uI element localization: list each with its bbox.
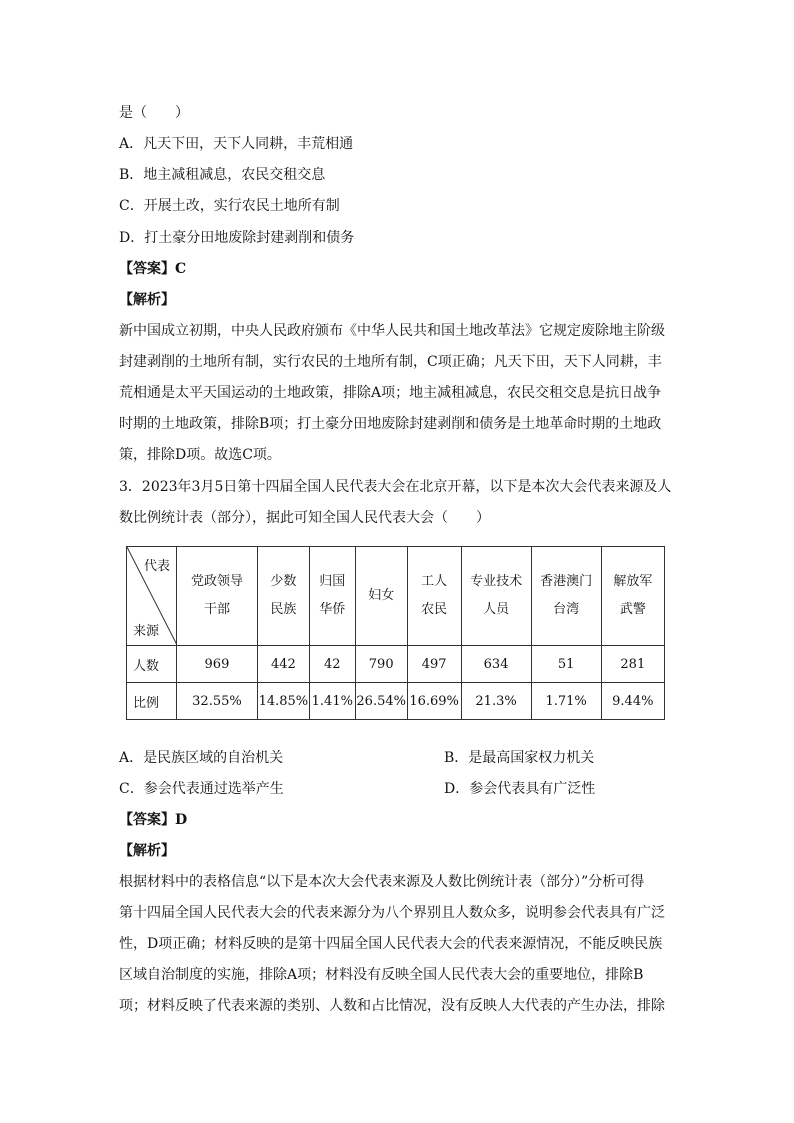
q3-analysis-line: 根据材料中的表格信息“以下是本次大会代表来源及人数比例统计表（部分）”分析可得: [119, 874, 645, 890]
header-cell: [461, 547, 531, 646]
q2-analysis-label: 【解析】: [119, 292, 175, 308]
table-cell: 14.85%: [257, 683, 309, 720]
q2-analysis-line: 策，排除D项。故选C项。: [119, 447, 281, 463]
q3-analysis-label: 【解析】: [119, 843, 175, 859]
q3-stem-line: 3．2023年3月5日第十四届全国人民代表大会在北京开幕，以下是本次大会代表来源及人: [119, 479, 672, 495]
q3-analysis-line: 项；材料反映了代表来源的类别、人数和占比情况，没有反映人大代表的产生办法，排除: [119, 998, 665, 1014]
table-cell: 26.54%: [355, 683, 407, 720]
q3-analysis-line: 第十四届全国人民代表大会的代表来源分为八个界别且人数众多，说明参会代表具有广泛: [119, 905, 665, 921]
q3-analysis-line: 性，D项正确；材料反映的是第十四届全国人民代表大会的代表来源情况，不能反映民族: [119, 936, 663, 952]
table-cell: 969: [176, 646, 257, 683]
q3-option-d: D．参会代表具有广泛性: [444, 781, 596, 797]
header-cell: [407, 547, 461, 646]
table-cell: 442: [257, 646, 309, 683]
row-label: 人数: [127, 646, 177, 683]
table-header-row: [127, 547, 665, 646]
table-cell: 42: [309, 646, 355, 683]
q2-option-c: C．开展土改，实行农民土地所有制: [119, 198, 340, 214]
q2-option-a: A．凡天下田，天下人同耕，丰荒相通: [119, 136, 354, 152]
q3-option-a: A．是民族区域的自治机关: [119, 750, 284, 766]
table-cell: 1.41%: [309, 683, 355, 720]
q2-analysis-line: 时期的土地政策，排除B项；打土豪分田地废除封建剥削和债务是土地革命时期的土地政: [119, 416, 662, 432]
header-text: 华侨: [319, 602, 346, 617]
q3-analysis: [119, 867, 679, 1022]
table-cell: 32.55%: [176, 683, 257, 720]
header-text: 解放军: [613, 574, 653, 589]
q2-answer: 【答案】C: [119, 261, 187, 277]
q2-option-b: B．地主减租减息，农民交租交息: [119, 167, 326, 183]
header-text: 工人: [421, 574, 448, 589]
header-cell: [531, 547, 601, 646]
table-cell: 51: [531, 646, 601, 683]
header-text: 干部: [203, 602, 230, 617]
q2-analysis: [119, 316, 679, 471]
header-text: 台湾: [553, 602, 580, 617]
header-text: 党政领导: [190, 574, 243, 589]
header-text: 农民: [421, 602, 448, 617]
table-cell: 21.3%: [461, 683, 531, 720]
q2-analysis-line: 荒相通是太平天国运动的土地政策，排除A项；地主减租减息，农民交租交息是抗日战争: [119, 385, 662, 401]
header-text: 民族: [270, 602, 297, 617]
q2-stem-tail: 是（ ）: [119, 105, 189, 121]
q2-analysis-line: 新中国成立初期，中央人民政府颁布《中华人民共和国土地改革法》它规定废除地主阶级: [119, 323, 665, 339]
table-cell: 497: [407, 646, 461, 683]
table-row: [127, 646, 665, 683]
q3-option-b: B．是最高国家权力机关: [444, 750, 595, 766]
corner-bottom-label: 来源: [133, 624, 160, 639]
q3-analysis-line: 区域自治制度的实施，排除A项；材料没有反映全国人民代表大会的重要地位，排除B: [119, 967, 644, 983]
table-cell: 16.69%: [407, 683, 461, 720]
corner-top-label: 代表: [143, 559, 170, 574]
header-cell: [257, 547, 309, 646]
table-corner-cell: [127, 547, 177, 646]
table-cell: 281: [601, 646, 664, 683]
table-cell: 790: [355, 646, 407, 683]
header-text: 妇女: [368, 588, 395, 603]
q3-answer: 【答案】D: [119, 812, 188, 828]
header-text: 专业技术: [470, 574, 523, 589]
header-cell: [601, 547, 664, 646]
q2-option-d: D．打土豪分田地废除封建剥削和债务: [119, 230, 355, 246]
header-text: 武警: [619, 602, 646, 617]
table-cell: 1.71%: [531, 683, 601, 720]
q3-option-c: C．参会代表通过选举产生: [119, 781, 284, 797]
row-label: 比例: [127, 683, 177, 720]
q3-stem-line: 数比例统计表（部分），据此可知全国人民代表大会（ ）: [119, 510, 490, 526]
header-cell: [176, 547, 257, 646]
header-cell: [355, 547, 407, 646]
header-text: 少数: [270, 574, 297, 589]
table-row: [127, 683, 665, 720]
header-cell: [309, 547, 355, 646]
table-cell: 634: [461, 646, 531, 683]
header-text: 香港澳门: [540, 574, 593, 589]
delegate-stats-table: [126, 546, 665, 720]
q2-analysis-line: 封建剥削的土地所有制，实行农民的土地所有制，C项正确；凡天下田，天下人同耕，丰: [119, 354, 662, 370]
q3-stem: [119, 472, 679, 534]
header-text: 归国: [319, 574, 346, 589]
table-cell: 9.44%: [601, 683, 664, 720]
header-text: 人员: [483, 602, 510, 617]
